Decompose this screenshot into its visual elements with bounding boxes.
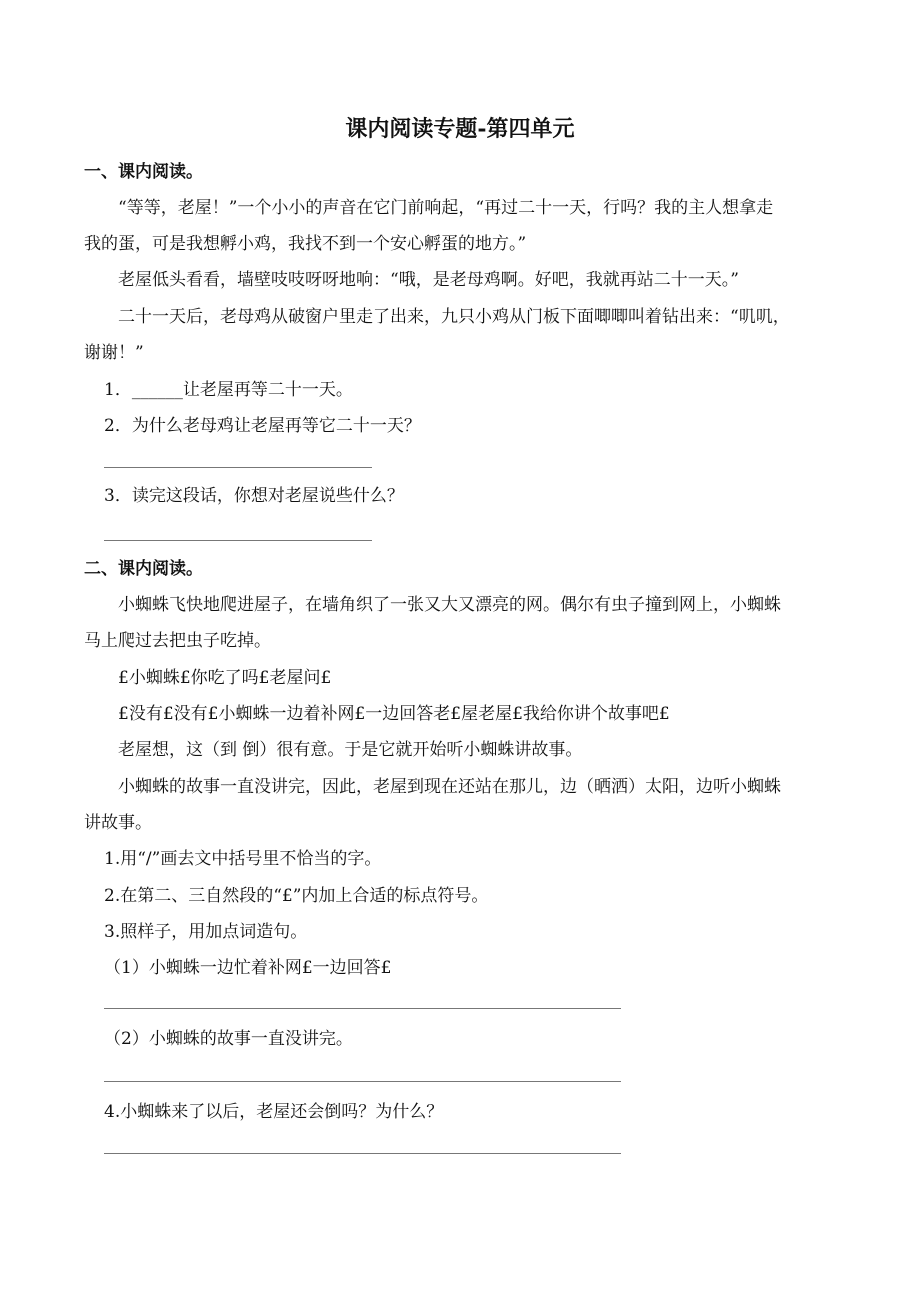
section2-heading: 二、课内阅读。 xyxy=(84,559,203,579)
section2-paragraph5-line2: 讲故事。 xyxy=(84,813,152,833)
section2-question3-item2: （2）小蜘蛛的故事一直没讲完。 xyxy=(104,1029,353,1049)
section2-paragraph4: 老屋想，这（到 倒）很有意。于是它就开始听小蜘蛛讲故事。 xyxy=(118,740,583,760)
section1-question3: 3．读完这段话，你想对老屋说些什么？ xyxy=(104,486,404,506)
section2-question3-item1: （1）小蜘蛛一边忙着补网£一边回答£ xyxy=(104,958,392,978)
answer-line[interactable] xyxy=(104,1008,621,1009)
section2-paragraph5-line1: 小蜘蛛的故事一直没讲完，因此，老屋到现在还站在那儿，边（晒洒）太阳，边听小蜘蛛 xyxy=(118,777,781,797)
section2-paragraph3: £没有£没有£小蜘蛛一边着补网£一边回答老£屋老屋£我给你讲个故事吧£ xyxy=(118,704,670,724)
section2-paragraph1-line1: 小蜘蛛飞快地爬进屋子，在墙角织了一张又大又漂亮的网。偶尔有虫子撞到网上，小蜘蛛 xyxy=(118,595,781,615)
section1-paragraph2: 老屋低头看看，墙壁吱吱呀呀地响：“哦，是老母鸡啊。好吧，我就再站二十一天。” xyxy=(118,270,739,290)
page-title: 课内阅读专题-第四单元 xyxy=(345,116,575,142)
section2-question1: 1.用“/”画去文中括号里不恰当的字。 xyxy=(104,849,382,869)
answer-line[interactable] xyxy=(104,1081,621,1082)
section1-paragraph1-line1: “等等，老屋！”一个小小的声音在它门前响起，“再过二十一天，行吗？我的主人想拿走 xyxy=(118,198,774,218)
section1-heading: 一、课内阅读。 xyxy=(84,162,203,182)
answer-line[interactable] xyxy=(104,467,372,468)
section2-paragraph1-line2: 马上爬过去把虫子吃掉。 xyxy=(84,631,271,651)
section1-paragraph1-line2: 我的蛋，可是我想孵小鸡，我找不到一个安心孵蛋的地方。” xyxy=(84,234,527,254)
section1-paragraph3-line2: 谢谢！” xyxy=(84,343,144,363)
section1-question2: 2．为什么老母鸡让老屋再等它二十一天？ xyxy=(104,416,421,436)
section2-question2: 2.在第二、三自然段的“£”内加上合适的标点符号。 xyxy=(104,886,489,906)
section1-paragraph3-line1: 二十一天后，老母鸡从破窗户里走了出来，九只小鸡从门板下面唧唧叫着钻出来：“叽叽， xyxy=(118,307,790,327)
answer-line[interactable] xyxy=(104,1153,621,1154)
section2-question4: 4.小蜘蛛来了以后，老屋还会倒吗？为什么？ xyxy=(104,1102,444,1122)
section1-question1: 1．______让老屋再等二十一天。 xyxy=(104,380,353,400)
section2-question3: 3.照样子，用加点词造句。 xyxy=(104,922,308,942)
section2-paragraph2: £小蜘蛛£你吃了吗£老屋问£ xyxy=(118,668,332,688)
answer-line[interactable] xyxy=(104,540,372,541)
